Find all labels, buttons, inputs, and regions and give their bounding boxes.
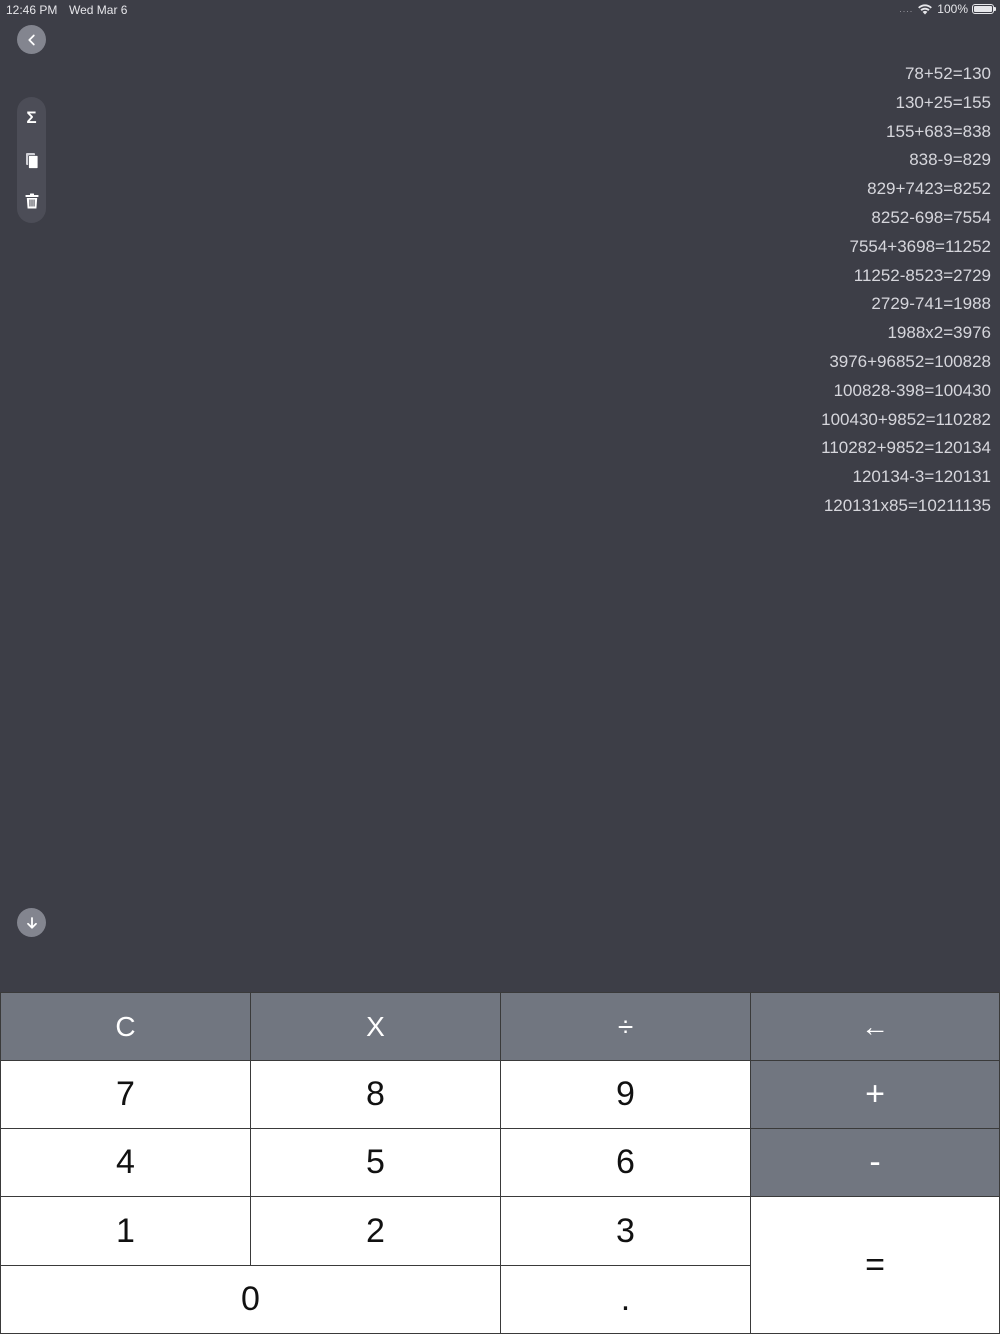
digit-4-key[interactable]: 4 bbox=[0, 1128, 251, 1197]
sum-button[interactable] bbox=[17, 103, 46, 133]
history-line: 8252-698=7554 bbox=[871, 207, 991, 227]
history-line: 1988x2=3976 bbox=[887, 323, 991, 343]
signal-icon: .... bbox=[899, 4, 914, 14]
digit-6-key[interactable]: 6 bbox=[500, 1128, 751, 1197]
history-line: 3976+96852=100828 bbox=[829, 351, 991, 371]
history-line: 155+683=838 bbox=[886, 121, 991, 141]
divide-key[interactable]: ÷ bbox=[500, 992, 751, 1061]
digit-2-key[interactable]: 2 bbox=[250, 1196, 501, 1266]
history-line: 829+7423=8252 bbox=[867, 179, 991, 199]
minus-key[interactable]: - bbox=[750, 1128, 1000, 1197]
digit-1-key[interactable]: 1 bbox=[0, 1196, 251, 1266]
digit-3-key[interactable]: 3 bbox=[500, 1196, 751, 1266]
history-line: 120131x85=10211135 bbox=[823, 495, 991, 515]
history-line: 110282+9852=120134 bbox=[821, 438, 991, 458]
digit-8-key[interactable]: 8 bbox=[250, 1060, 501, 1129]
equals-key[interactable]: = bbox=[750, 1196, 1000, 1334]
history-line: 100430+9852=110282 bbox=[821, 409, 991, 429]
wifi-icon bbox=[917, 3, 933, 15]
backspace-key[interactable]: ← bbox=[750, 992, 1000, 1061]
digit-0-key[interactable]: 0 bbox=[0, 1265, 501, 1334]
battery-icon bbox=[972, 4, 994, 14]
tool-palette bbox=[17, 97, 46, 223]
history-line: 2729-741=1988 bbox=[871, 294, 991, 314]
decimal-key[interactable]: . bbox=[500, 1265, 751, 1334]
clear-key[interactable]: C bbox=[0, 992, 251, 1061]
copy-button[interactable] bbox=[17, 145, 46, 175]
history-line: 100828-398=100430 bbox=[833, 380, 991, 400]
back-button[interactable] bbox=[17, 25, 46, 54]
status-bar bbox=[0, 0, 1000, 20]
chevron-left-icon bbox=[25, 33, 39, 47]
history-line: 78+52=130 bbox=[904, 64, 991, 83]
history-line: 11252-8523=2729 bbox=[853, 265, 991, 285]
history-line: 130+25=155 bbox=[895, 92, 991, 112]
digit-9-key[interactable]: 9 bbox=[500, 1060, 751, 1129]
status-time: 12:46 PM bbox=[6, 3, 58, 17]
delete-button[interactable] bbox=[17, 186, 46, 216]
trash-icon bbox=[25, 193, 39, 209]
battery-percentage: 100% bbox=[937, 2, 968, 16]
history-line: 120134-3=120131 bbox=[852, 467, 991, 487]
status-indicators bbox=[899, 2, 994, 16]
multiply-key[interactable]: X bbox=[250, 992, 501, 1061]
arrow-down-icon bbox=[25, 916, 39, 930]
sigma-icon: Σ bbox=[26, 108, 37, 127]
plus-key[interactable]: + bbox=[750, 1060, 1000, 1129]
calculation-history bbox=[821, 60, 991, 521]
digit-7-key[interactable]: 7 bbox=[0, 1060, 251, 1129]
status-date: Wed Mar 6 bbox=[69, 3, 128, 17]
copy-icon bbox=[25, 152, 39, 169]
history-line: 7554+3698=11252 bbox=[849, 236, 991, 256]
history-line: 838-9=829 bbox=[909, 150, 991, 170]
digit-5-key[interactable]: 5 bbox=[250, 1128, 501, 1197]
scroll-down-button[interactable] bbox=[17, 908, 46, 937]
keypad bbox=[0, 992, 1000, 1334]
